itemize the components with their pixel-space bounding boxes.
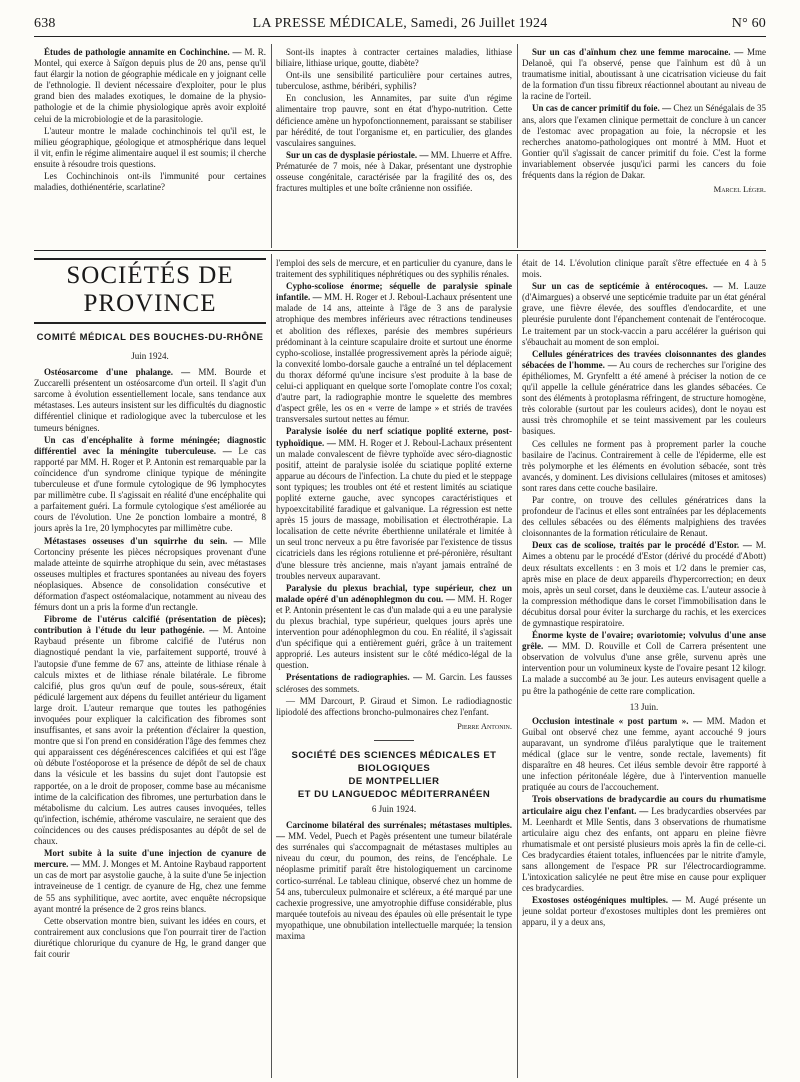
issue-number: N° 60 <box>731 16 766 31</box>
article-body: MM. H. Roger et J. Reboul-Lachaux présentent un malade convalescent de fièvre typhoïde avec séro-diagnostic positif, atteint de paralysie isolée du sciatique poplité externe apparue au décours de l'infection. La chute du pied et le steppage sont typiques; les troubles ont été et restent limités au sciatique poplité externe gauche, avec syncopes caractéristiques et hypoexcitabilité faradique et galvanique. La régression est nette après 15 jours de massage, mobilisation et électrothérapie. La localisation de cette névrite éberthienne unilatérale et limitée à un seul tronc nerveux a pu être favorisée par l'existence de tissus cicatriciels dans les régions rotulienne et pré-péronière, résultant d'une blessure très ancienne, mais n'ayant jamais entraîné de troubles nerveux auparavant. <box>276 437 512 581</box>
article-body: Ces cellules ne forment pas à proprement parler la couche basilaire de l'acinus. Contrairement à celle de l'épiderme, elle est très polymorphe et les éléments en évolution sébacée, sont très avancés, y dominent. Les divisions cellulaires (mitoses et amitoses) sont rares dans cette couche basilaire. <box>522 438 766 493</box>
top-column-2 <box>276 47 512 249</box>
article-body: Sont-ils inaptes à contracter certaines maladies, lithiase biliaire, lithiase urique, goutte, diabète? <box>276 47 512 69</box>
article-paragraph <box>522 794 766 894</box>
section-rule <box>34 250 766 251</box>
article-paragraph <box>276 70 512 92</box>
column-3 <box>522 258 766 1078</box>
article-paragraph <box>34 126 266 170</box>
article-body: l'emploi des sels de mercure, et en particulier du cyanure, dans le traitement des syphilitiques néphrétiques ou des syphilis rénales. <box>276 258 512 280</box>
article-paragraph <box>276 150 512 194</box>
society-title: COMITÉ MÉDICAL DES BOUCHES-DU-RHÔNE <box>36 332 264 343</box>
article-paragraph <box>34 171 266 193</box>
article-heading: Présentations de radiographies. — <box>286 672 423 683</box>
top-column-3-articles <box>522 47 766 181</box>
article-paragraph <box>34 848 266 915</box>
column-1-articles <box>34 367 266 960</box>
article-paragraph <box>34 367 266 434</box>
article-body: MM. H. Roger et J. Reboul-Lachaux présentent une malade de 14 ans, atteinte à l'âge de 3 ans de paralysie atrophique des membres inférieurs avec rétractions tendineuses et abolition des réflexes, parésie des membres supérieurs prédominant à la ceinture scapulaire droite et surtout une énorme cypho-scoliose, installée progressivement après la période aiguë; la convexité lombo-dorsale gauche a entraîné un tel déplacement du thorax déformé qu'une incisure s'est produite à la base de celui-ci appliquant en quelque sorte l'omoplate contre l'os coxal; d'autre part, la radiographie montre le squelette des membres d'aspect grêle, les os en « verre de lampe » et striés de travées transversales surtout nettes au fémur. <box>276 292 512 425</box>
article-heading: Cellules génératrices des travées cloisonnantes des glandes sébacées de l'homme. — <box>522 348 766 370</box>
article-paragraph <box>34 536 266 614</box>
article-paragraph <box>276 696 512 718</box>
article-body: MM. J. Monges et M. Antoine Raybaud rapportent un cas de mort par asystolie gauche, à la suite d'une 5e injection intraveineuse de 1 centigr. de cyanure de Hg, chez une femme de 55 ans syphilitique, avec aortite, avec enquête nécropsique ayant montré la présence de 2 gros reins blancs. <box>34 859 266 914</box>
article-heading: Occlusion intestinale « post partum ». — <box>532 715 703 726</box>
article-body: MM. D. Rouville et Coll de Carrera présentent une observation de volvulus d'une anse grêle, survenu après une intervention pour un volumineux kyste de l'ovaire pesant 12 kilogr. La malade a succombé au 3e jour. Les auteurs envisagent quelle a pu être la pathogénie de cette rare complication. <box>522 641 766 696</box>
article-paragraph <box>34 435 266 535</box>
article-paragraph <box>522 540 766 629</box>
article-paragraph <box>522 716 766 794</box>
article-body: Les bradycardies observées par M. Leenhardt et Mlle Sentis, dans 3 observations de rhumatisme articulaire aigu chez des enfants, ont apparu en pleine fièvre rhumatismale et ont persisté plusieurs mois après la fin de celle-ci. Ces bradycardies étaient totales, influencées par le nitrite d'amyle, sans allongement de l'espace PR sur l'électrocardiogramme. L'intoxication salicylée ne peut être mise en cause pour expliquer ces bradycardies. <box>522 805 766 894</box>
column-1 <box>34 258 266 1078</box>
article-body: M. R. Montel, qui exerce à Saïgon depuis plus de 20 ans, pense qu'il faut élargir la notion de géographie médicale en y joignant celle de l'ethnologie. Il devient nécessaire d'exploiter, pour le plus grand bien des malades exotiques, le domaine de la physio-pathologie et de la chimie physiologique après avoir exploité celui de la microbiologie et de la parasitologie. <box>34 47 266 124</box>
top-column-3 <box>522 47 766 249</box>
session-date: 13 Juin. <box>629 701 659 712</box>
article-heading: Exostoses ostéogéniques multiples. — <box>532 895 682 906</box>
article-body: Le cas rapporté par MM. H. Roger et P. Antonin est remarquable par la coïncidence d'un syndrome clinique typique de méningite tuberculeuse et d'une formule cytologique de 96 lymphocytes par millimètre cube. Il s'agissait en réalité d'une encéphalite qui a parfaitement guéri. La formule cytologique s'est améliorée au cours de l'évolution. Une 2e ponction lombaire a montré, 8 jours après la 1re, 20 lymphocytes par millimètre cube. <box>34 445 266 534</box>
article-paragraph <box>522 103 766 181</box>
article-heading: Sur un cas de septicémie à entérocoques. — <box>532 281 723 292</box>
journal-title: LA PRESSE MÉDICALE, Samedi, 26 Juillet 1924 <box>252 16 548 31</box>
article-paragraph <box>276 426 512 581</box>
article-body: M. Garcin. Les fausses scléroses des sommets. <box>276 672 512 694</box>
article-body: M. Augé présente un jeune soldat porteur d'exostoses multiples dont les premières ont apparu, il y a deux ans, <box>522 895 766 928</box>
article-paragraph <box>522 495 766 539</box>
article-body: MM. Vedel, Puech et Pagès présentent une tumeur bilatérale des surrénales qui s'accompagnait de métastases multiples au niveau du cœur, du poumon, des reins, de l'encéphale. Le néoplasme primitif paraît être histologiquement un carcinome cortico-surrénal. Le tableau clinique, observé chez un homme de 54 ans, tuberculeux pulmonaire et scléreux, a été marqué par une cachexie progressive, une amyotrophie diffuse considérable, plus marquée toutefois au niveau des épaules où elle présentait le type myopathique, une obnubilation intellectuelle marquée; la tension maxima <box>276 831 512 941</box>
column-divider <box>517 254 518 1078</box>
article-heading: Un cas d'encéphalite à forme méningée; diagnostic différentiel avec la méningite tuberculeuse. — <box>34 434 266 456</box>
article-body: Cette observation montre bien, suivant les idées en cours, et contrairement aux conclusions que l'on pourrait tirer de l'action diurétique chlorurique du cyanure de Hg, le grand danger que fait courir <box>34 915 266 959</box>
article-body: L'auteur montre le malade cochinchinois tel qu'il est, le milieu géographique, géologique et atmosphérique dans lequel il vit, enfin le régime alimentaire auquel il est soumis; il cherche ensuite à résoudre trois questions. <box>34 125 266 169</box>
society-title-line-2: DE MONTPELLIER <box>348 775 440 787</box>
article-body: Les Cochinchinois ont-ils l'immunité pour certaines maladies, dothiénentérie, scarlatine? <box>34 171 266 193</box>
article-body: M. Lauze (d'Aimargues) a observé une septicémie traduite par un état général grave, une fièvre élevée, des souffles d'endocardite, et une pleurésie purulente dont l'épanchement contenait de l'entérocoque. Le traitement par un stock-vaccin a paru accélérer la guérison qui s'ébauchait au moment de son emploi. <box>522 281 766 347</box>
article-paragraph <box>276 672 512 694</box>
column-divider <box>271 254 272 1078</box>
signature: Pierre Antonin. <box>457 720 512 731</box>
article-paragraph <box>34 916 266 960</box>
article-paragraph <box>522 47 766 102</box>
article-body: MM. Lhuerre et Affre. Prématurée de 7 mois, née à Dakar, présentant une dystrophie osseuse congénitale, caractérisée par la fragilité des os, des fractures multiples et une boîte crânienne non ossifiée. <box>276 149 512 194</box>
article-body: MM. H. Roger et P. Antonin présentent le cas d'un malade qui a eu une paralysie du plexus brachial, type supérieur, quelques jours après une intervention pour adénophlegmon du cou. En réalité, il s'agissait d'un spécifique qui a entièrement guéri, grâce à un traitement approprié. Les auteurs insistent sur le côté médico-légal de la question. <box>276 593 512 671</box>
article-heading: Fibrome de l'utérus calcifié (présentation de pièces); contribution à l'étude du leur pathogénie. — <box>34 614 266 636</box>
article-paragraph <box>522 439 766 494</box>
article-heading: Un cas de cancer primitif du foie. — <box>532 103 672 114</box>
article-paragraph <box>34 614 266 847</box>
article-heading: Trois observations de bradycardie au cours du rhumatisme articulaire aigu chez l'enfant. — <box>522 794 766 816</box>
article-body: MM. Madon et Guibal ont observé chez une femme, ayant accouché 9 jours auparavant, un syndrome d'iléus paralytique que le traitement médical (glace sur le ventre, sonde rectale, lavements) fit disparaître en 48 heures. Cet iléus semble devoir être rapporté à une infection péritonéale légère, due à l'intervention manuelle pratiquée au cours de l'accouchement. <box>522 715 766 793</box>
column-2-articles <box>276 258 512 718</box>
session-date: Juin 1924. <box>131 351 169 361</box>
article-body: MM. Bourde et Zuccarelli présentent un ostéosarcome d'un orteil. Il s'agit d'un sarcome à évolution essentiellement locale, sans tendance aux métastases. Les auteurs insistent sur les difficultés du diagnostic différentiel clinique et radiologique avec la tuberculose et les tumeurs bénignes. <box>34 367 266 433</box>
page-header <box>34 14 766 37</box>
article-paragraph <box>522 349 766 438</box>
article-body: Mlle Cortonciny présente les pièces nécropsiques provenant d'une malade atteinte de squirrhe atrophique du sein, avec métastases osseuses multiples et fractures spontanées au niveau des foyers néoplasiques. Absence de consolidation consécutive et déformation d'aspect ostéomalacique, notamment au niveau des fémurs dont un a pris la forme d'un rectangle. <box>34 535 266 613</box>
article-paragraph <box>276 47 512 69</box>
signature: Marcel Léger. <box>713 184 766 195</box>
article-body: — MM Darcourt, P. Giraud et Simon. Le radiodiagnostic lipiodolé des affections broncho-pulmonaires chez l'enfant. <box>276 695 512 717</box>
separator-rule <box>374 740 414 741</box>
article-body: M. Antoine Raybaud présente un fibrome calcifié de l'utérus non diagnostiqué pendant la vie, parfaitement supporté, trouvé à l'autopsie d'une femme de 67 ans, atteinte de lithiase rénale à calculs mixtes et de lithiase rénale bilatérale. Le fibrome calcifié, plus gros qu'un œuf de poule, sous-séreux, était pédiculé largement aux dépens du feuillet antérieur du ligament large droit. L'auteur remarque que toutes les pathogénies invoquées pour expliquer la calcification des fibromes sont insuffisantes, et sans avoir la prétention d'éclairer la question, montre que si l'on prend en considération l'âge des femmes chez qui apparaissent ces dégénérescences calcifiées et qui est l'âge où débute l'ostéoporose et la présence de dépôt de sel de chaux dans la vésicule et les bassins du sujet dont l'autopsie est rapportée, on a le droit de proposer, comme base au mécanisme intime de la calcification des fibromes, une perturbation dans le métabolisme du calcium. Les autres causes invoquées, telles qu'infection, ischémie, athérome vasculaire, ne seraient que des coïncidences ou des causes prédisposantes au dépôt de sel de chaux. <box>34 625 266 847</box>
section-title: SOCIÉTÉS DE PROVINCE <box>34 258 266 324</box>
article-body: M. Aimes a obtenu par le procédé d'Estor (dérivé du procédé d'Abott) deux résultats excellents : en 3 mois et 1/2 dans le premier cas, après mise en place de deux appareils d'hypercorrection; en deux mois, après un seul corset, dans le deuxième cas. L'auteur associe à la compression méthodique dans le corset l'immobilisation dans le décubitus dorsal pour éviter la surcharge du rachis, et les exercices de gymnastique respiratoire. <box>522 540 766 628</box>
article-paragraph <box>522 895 766 928</box>
article-paragraph <box>276 820 512 942</box>
column-2 <box>276 258 512 1078</box>
article-heading: Sur un cas de dysplasie périostale. — <box>286 149 429 160</box>
column-3-articles <box>522 258 766 697</box>
article-body: Mme Delanoë, qui l'a observé, pense que l'aïnhum est dû à un traumatisme initial, aboutissant à une cicatrisation vicieuse du fait de la formation d'un tissu fibreux réactionnel aboutant au niveau de la racine de l'orteil. <box>522 47 766 102</box>
article-heading: Deux cas de scoliose, traités par le procédé d'Estor. — <box>532 540 752 551</box>
column-divider <box>517 44 518 248</box>
article-paragraph <box>276 258 512 280</box>
article-heading: Paralysie isolée du nerf sciatique poplité externe, post-typhoïdique. — <box>276 426 512 448</box>
article-heading: Études de pathologie annamite en Cochinchine. — <box>44 47 242 57</box>
page-number: 638 <box>34 16 56 31</box>
article-heading: Carcinome bilatéral des surrénales; métastases multiples. — <box>276 820 512 842</box>
article-heading: Mort subite à la suite d'une injection de cyanure de mercure. — <box>34 848 266 870</box>
article-body: Chez un Sénégalais de 35 ans, alors que l'examen clinique permettait de conclure à un cancer de l'estomac avec propagation au foie, la nécropsie et les recherches anatomo-pathologiques ont montré à MM. Huot et Gontier qu'il s'agissait de cancer primitif du foie. C'est la forme invariablement observée jusqu'ici parmi les cancers du foie fréquents dans la région de Dakar. <box>522 103 766 181</box>
session-date: 6 Juin 1924. <box>371 803 417 814</box>
article-heading: Cypho-scoliose énorme; séquelle de paralysie spinale infantile. — <box>276 281 512 303</box>
article-paragraph <box>522 258 766 280</box>
article-heading: Énorme kyste de l'ovaire; ovariotomie; volvulus d'une anse grêle. — <box>522 630 766 652</box>
article-heading: Sur un cas d'aïnhum chez une femme marocaine. — <box>532 47 744 57</box>
society-title-line-1: SOCIÉTÉ DES SCIENCES MÉDICALES ET BIOLOGIQUES <box>291 749 497 774</box>
article-paragraph <box>522 281 766 348</box>
society-title-line-3: ET DU LANGUEDOC MÉDITERRANÉEN <box>297 788 491 800</box>
article-body: En conclusion, les Annamites, par suite d'un régime alimentaire trop pauvre, sont en état d'hypo-nutrition. Cette déficience amène un hypofonctionnement, paraissant se stabiliser par hérédité, de tout l'organisme et, en particulier, des glandes vasculaires sanguines. <box>276 93 512 148</box>
article-body: Par contre, on trouve des cellules génératrices dans la profondeur de l'acinus et elles sont entraînées par les déplacements des cellules sébacées ou des éléments malpighiens des travées cloisonnantes de la formation réticulaire de Renaut. <box>522 494 766 539</box>
top-column-1 <box>34 47 266 249</box>
article-paragraph <box>276 93 512 148</box>
article-heading: Métastases osseuses d'un squirrhe du sein. — <box>44 535 243 546</box>
column-divider <box>271 44 272 248</box>
article-heading: Paralysie du plexus brachial, type supérieur, chez un malade opéré d'un adénophlegmon du cou. — <box>276 582 512 604</box>
article-paragraph <box>522 630 766 697</box>
article-paragraph <box>276 281 512 425</box>
article-body: Au cours de recherches sur l'origine des épithéliomes, M. Grynfeltt a été amené à préciser la notion de ce qu'il appelle la cellule génératrice dans les glandes sébacées. Ce sont des éléments à protoplasma réfringent, de structure homogène, très colorable (surtout par les couleurs acides), dont le noyau est aussi très chromophile et se teint massivement par les couleurs basiques. <box>522 359 766 437</box>
column-3-articles-b <box>522 716 766 929</box>
article-body: était de 14. L'évolution clinique paraît s'être effectuée en 4 à 5 mois. <box>522 258 766 280</box>
column-2-articles-b <box>276 820 512 942</box>
article-paragraph <box>34 47 266 125</box>
article-paragraph <box>276 583 512 672</box>
article-body: Ont-ils une sensibilité particulière pour certaines autres, tuberculose, asthme, béribéri, syphilis? <box>276 70 512 92</box>
article-heading: Ostéosarcome d'une phalange. — <box>44 367 191 378</box>
